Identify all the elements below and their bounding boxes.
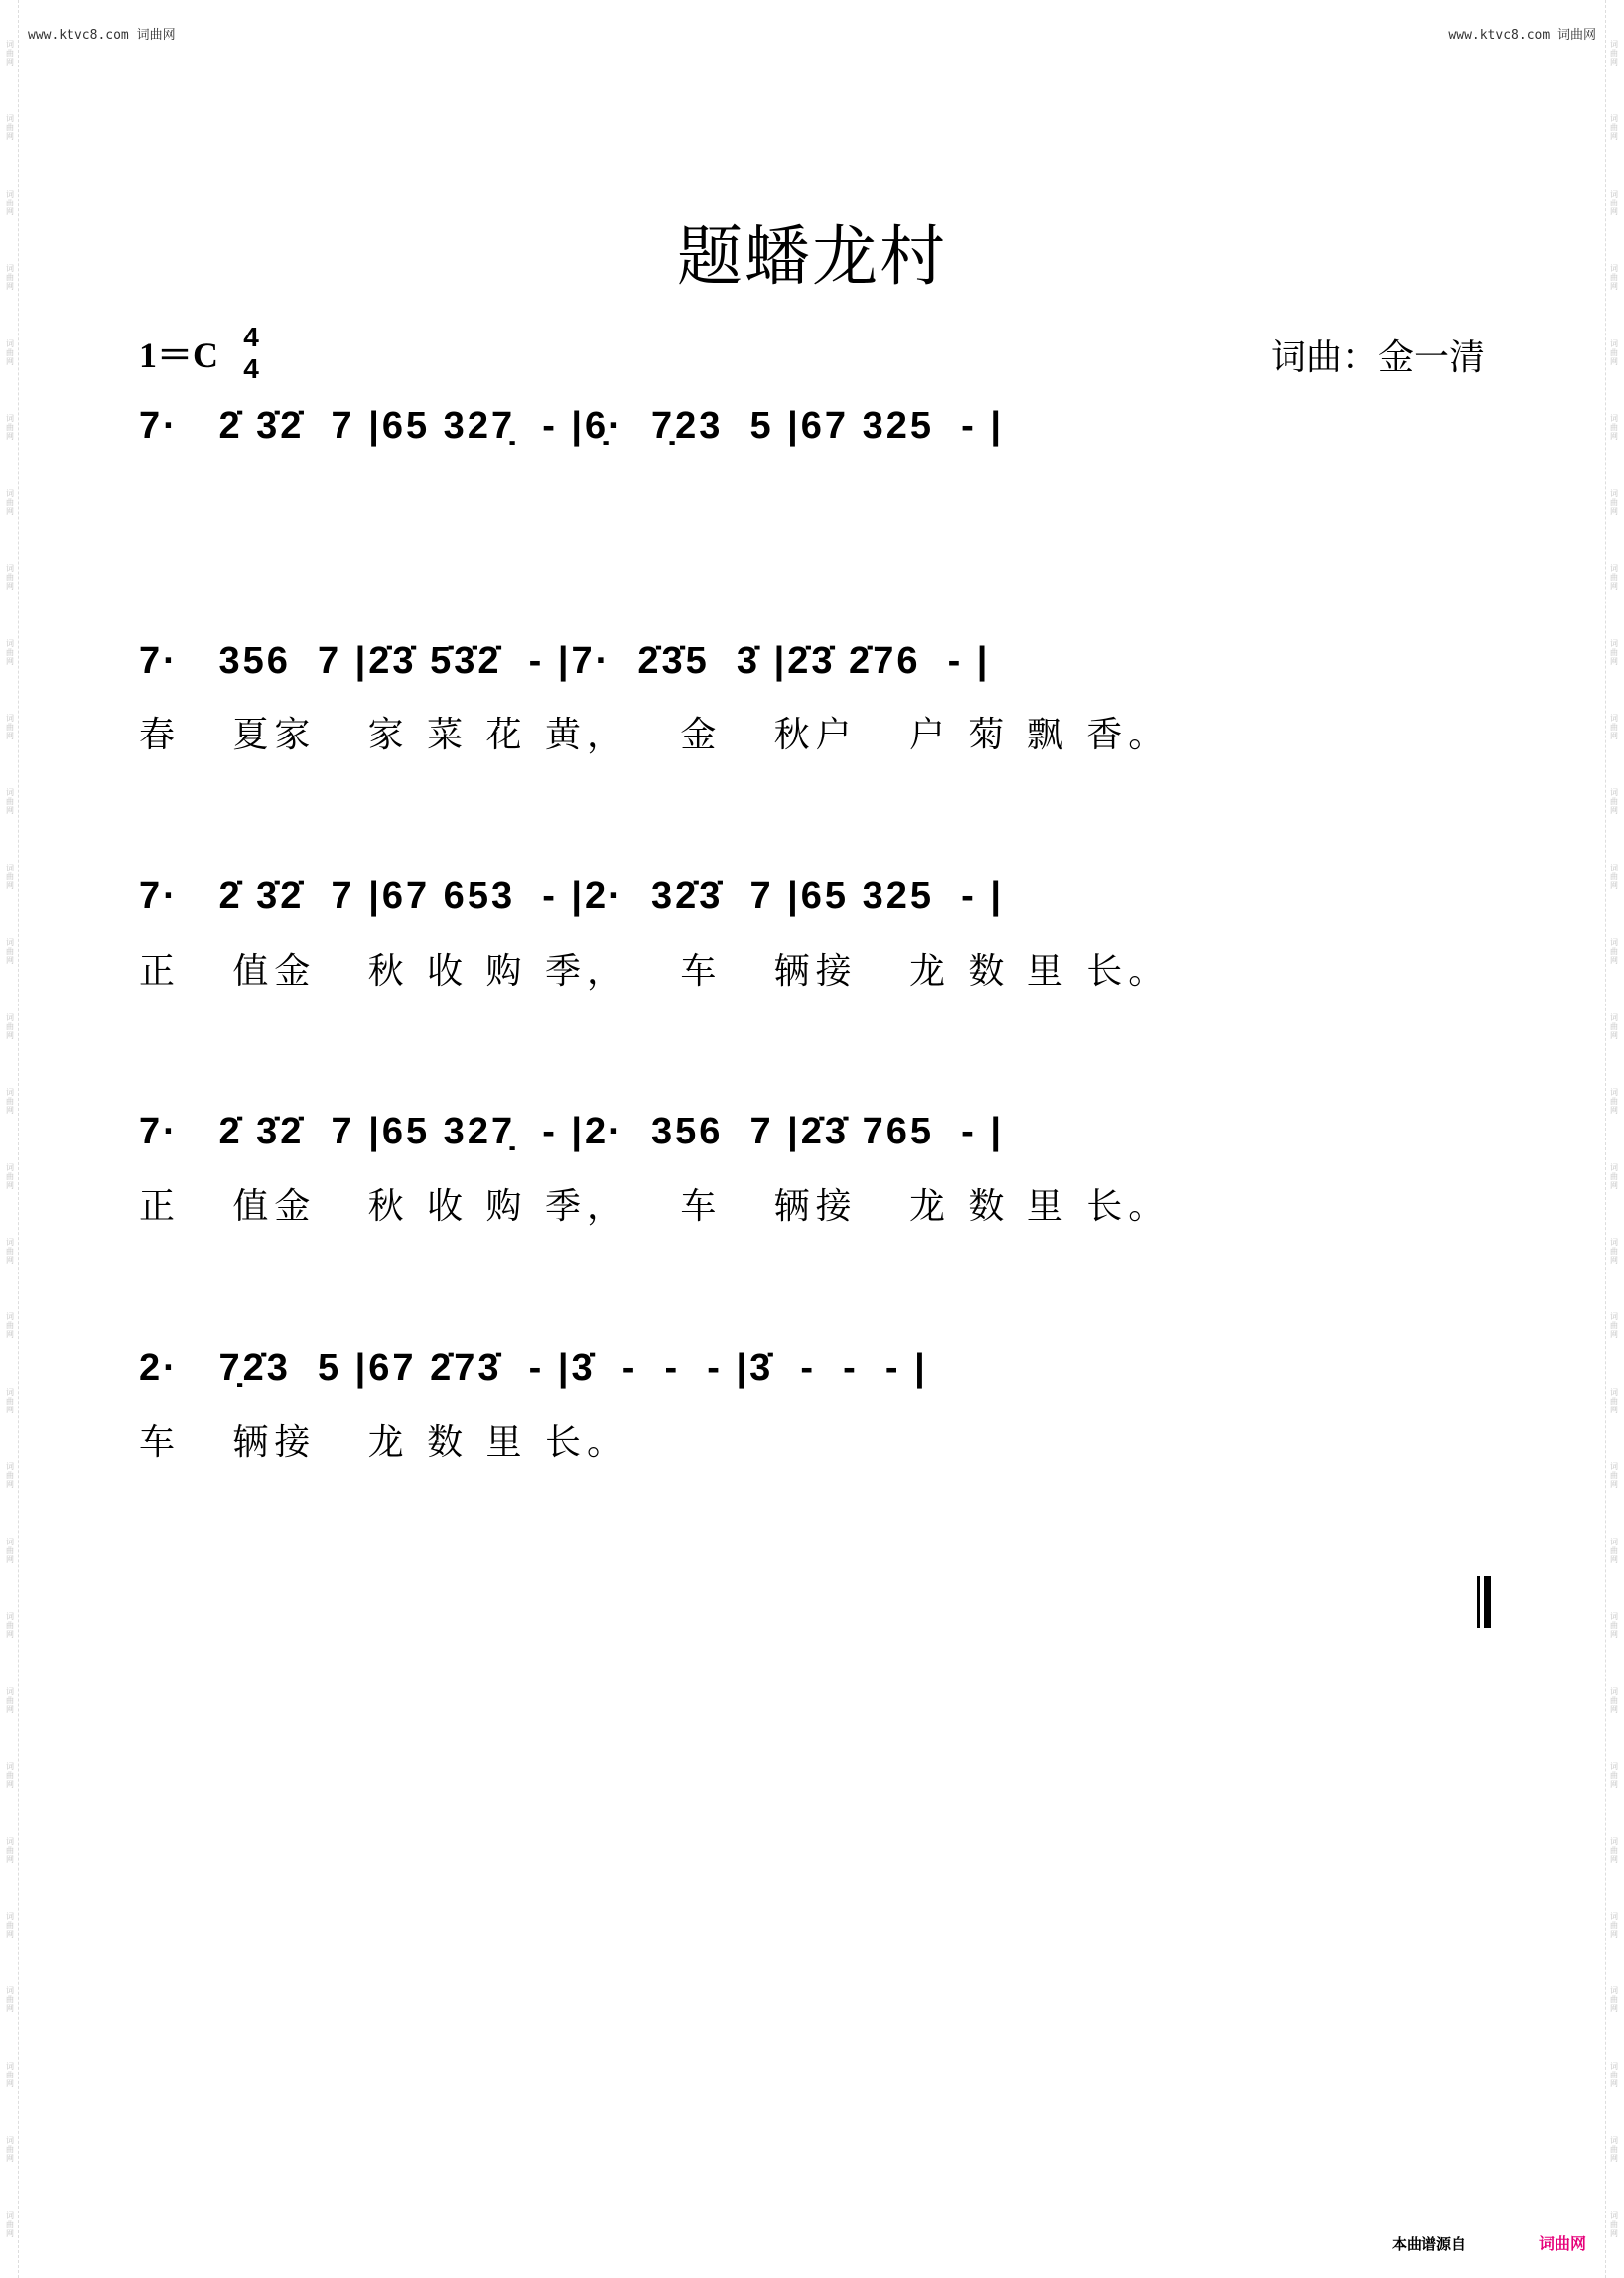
lyrics-line-4: 正 值金 秋 收 购 季， 车 辆接 龙 数 里 长。 <box>139 1186 1170 1227</box>
notation-line-1: 7· 2̇ 3̇2̇ 7 |65 327̣ - |6̣· 7̣23 5 |67 325 - | <box>139 405 1004 447</box>
left-side-watermark: 词曲网 词曲网 词曲网 词曲网 词曲网 词曲网 词曲网 词曲网 词曲网 词曲网 词曲网 词曲网 词曲网 词曲网 词曲网 词曲网 词曲网 词曲网 词曲网 词曲网 词曲网 词曲网 词曲网 词曲网 词曲网 词曲网 词曲网 词曲网 词曲网 词曲网 <box>6 40 14 2238</box>
score-line-2 <box>139 640 1499 700</box>
final-barline <box>1477 1576 1491 1628</box>
header-right-text: www.ktvc8.com 词曲网 <box>1448 28 1596 43</box>
composer-credit: 词曲：金一清 <box>1270 337 1485 378</box>
time-signature <box>236 322 266 385</box>
lyrics-line-3: 正 值金 秋 收 购 季， 车 辆接 龙 数 里 长。 <box>139 951 1170 992</box>
notation-line-5: 2· 7̣2̇3 5 |67 2̇73̇ - |3̇ - - - |3̇ - - - | <box>139 1347 928 1389</box>
footer-source-label: 本曲谱源自 <box>1392 2235 1467 2253</box>
notation-line-4: 7· 2̇ 3̇2̇ 7 |65 327̣ - |2· 356 7 |2̇3̇ 765 - | <box>139 1111 1004 1152</box>
lyrics-line-5: 车 辆接 龙 数 里 长。 <box>139 1422 628 1463</box>
time-signature-top: 4 <box>243 322 259 352</box>
song-title: 题蟠龙村 <box>677 218 947 295</box>
key-signature: 1＝C <box>139 335 218 375</box>
score-line-3 <box>139 875 1499 935</box>
left-margin-line <box>18 0 19 2278</box>
score-line-1 <box>139 405 1499 465</box>
notation-line-3: 7· 2̇ 3̇2̇ 7 |67 653 - |2· 32̇3̇ 7 |65 325 - | <box>139 875 1004 917</box>
lyrics-line-2: 春 夏家 家 菜 花 黄， 金 秋户 户 菊 飘 香。 <box>139 715 1170 755</box>
header-left-text: www.ktvc8.com 词曲网 <box>28 28 176 43</box>
right-side-watermark: 词曲网 词曲网 词曲网 词曲网 词曲网 词曲网 词曲网 词曲网 词曲网 词曲网 词曲网 词曲网 词曲网 词曲网 词曲网 词曲网 词曲网 词曲网 词曲网 词曲网 词曲网 词曲网 词曲网 词曲网 词曲网 词曲网 词曲网 词曲网 词曲网 词曲网 <box>1610 40 1618 2238</box>
final-barline-thick <box>1484 1576 1491 1628</box>
score-line-5 <box>139 1347 1499 1407</box>
final-barline-thin <box>1477 1576 1480 1628</box>
time-signature-bottom: 4 <box>243 353 259 384</box>
footer-brand-link[interactable]: 词曲网 <box>1539 2234 1587 2253</box>
score-line-4 <box>139 1111 1499 1170</box>
notation-line-2: 7· 356 7 |2̇3̇ 5̇3̇2̇ - |7· 2̇3̇5 3̇ |2̇3̇ 2̇76 - | <box>139 640 991 682</box>
